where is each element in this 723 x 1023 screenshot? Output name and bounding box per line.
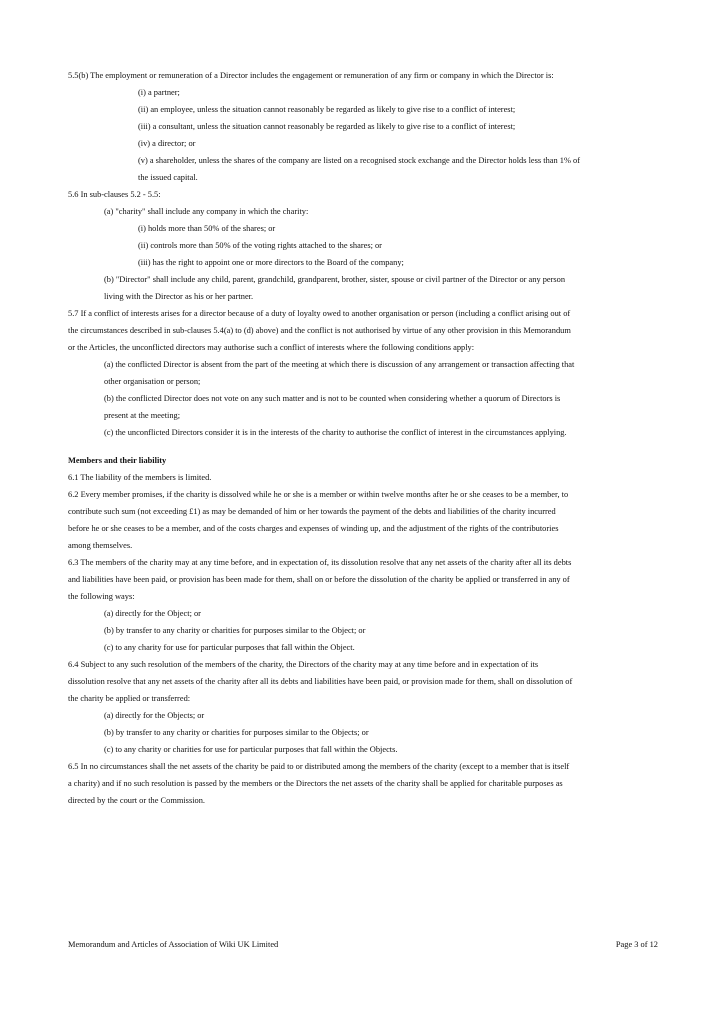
- clause-item: (b) "Director" shall include any child, parent, grandchild, grandparent, brother, sister, spouse or civil partner of the Director or any person: [104, 275, 566, 284]
- clause-item: present at the meeting;: [104, 411, 181, 420]
- clause-6-4: 6.4 Subject to any such resolution of the members of the charity, the Directors of the charity may at any time before and in expectation of its: [68, 660, 539, 669]
- clause-item: (a) directly for the Objects; or: [104, 711, 205, 720]
- section-heading: Members and their liability: [68, 456, 167, 465]
- clause-item: (a) "charity" shall include any company in which the charity:: [104, 207, 309, 216]
- clause-6-4: the charity be applied or transferred:: [68, 694, 191, 703]
- clause-item: (i) holds more than 50% of the shares; or: [138, 224, 276, 233]
- clause-5-7: or the Articles, the unconflicted directors may authorise such a conflict of interests where the following conditions apply:: [68, 343, 475, 352]
- clause-6-2: contribute such sum (not exceeding £1) as may be demanded of him or her towards the payment of the debts and liabilities of the charity incurred: [68, 507, 556, 516]
- clause-item: (v) a shareholder, unless the shares of the company are listed on a recognised stock exchange and the Director holds less than 1% of: [138, 156, 580, 165]
- page-footer: [68, 940, 658, 949]
- clause-5-5b: 5.5(b) The employment or remuneration of a Director includes the engagement or remuneration of any firm or company in which the Director is:: [68, 71, 554, 80]
- clause-item: (c) to any charity or charities for use for particular purposes that fall within the Objects.: [104, 745, 398, 754]
- clause-item: (c) the unconflicted Directors consider it is in the interests of the charity to authorise the conflict of interest in the circumstances applying.: [104, 428, 567, 437]
- clause-item: (iii) has the right to appoint one or more directors to the Board of the company;: [138, 258, 404, 267]
- clause-item: other organisation or person;: [104, 377, 201, 386]
- clause-item: (b) by transfer to any charity or charities for purposes similar to the Objects; or: [104, 728, 369, 737]
- clause-item: (b) the conflicted Director does not vote on any such matter and is not to be counted when considering whether a quorum of Directors is: [104, 394, 561, 403]
- clause-6-5: a charity) and if no such resolution is passed by the members or the Directors the net assets of the charity shall be applied for charitable purposes as: [68, 779, 563, 788]
- document-body: [68, 67, 658, 809]
- clause-item: (iii) a consultant, unless the situation cannot reasonably be regarded as likely to give rise to a conflict of interest;: [138, 122, 516, 131]
- clause-6-3: 6.3 The members of the charity may at any time before, and in expectation of, its dissolution resolve that any net assets of the charity after all its debts: [68, 558, 572, 567]
- clause-item: (a) the conflicted Director is absent from the part of the meeting at which there is discussion of any arrangement or transaction affecting that: [104, 360, 575, 369]
- clause-item: (ii) an employee, unless the situation cannot reasonably be regarded as likely to give rise to a conflict of interest;: [138, 105, 516, 114]
- clause-6-2: 6.2 Every member promises, if the charity is dissolved while he or she is a member or within twelve months after he or she ceases to be a member, to: [68, 490, 569, 499]
- clause-6-1: 6.1 The liability of the members is limited.: [68, 473, 212, 482]
- clause-5-7: 5.7 If a conflict of interests arises for a director because of a duty of loyalty owed to another organisation or person (including a conflict arising out of: [68, 309, 571, 318]
- clause-item: living with the Director as his or her partner.: [104, 292, 254, 301]
- clause-item: (b) by transfer to any charity or charities for purposes similar to the Object; or: [104, 626, 366, 635]
- clause-6-3: and liabilities have been paid, or provision has been made for them, shall on or before the dissolution of the charity be applied or transferred in any of: [68, 575, 570, 584]
- clause-5-6: 5.6 In sub-clauses 5.2 - 5.5:: [68, 190, 161, 199]
- clause-6-5: 6.5 In no circumstances shall the net assets of the charity be paid to or distributed among the members of the charity (except to a member that is itself: [68, 762, 570, 771]
- clause-6-3: the following ways:: [68, 592, 135, 601]
- clause-6-2: before he or she ceases to be a member, and of the costs charges and expenses of winding up, and the adjustment of the rights of the contributories: [68, 524, 559, 533]
- clause-6-4: dissolution resolve that any net assets of the charity after all its debts and liabilities have been paid, or provision made for them, shall on dissolution of: [68, 677, 573, 686]
- clause-item: (ii) controls more than 50% of the voting rights attached to the shares; or: [138, 241, 382, 250]
- clause-5-7: the circumstances described in sub-clauses 5.4(a) to (d) above) and the conflict is not authorised by virtue of any other provision in this Memorandum: [68, 326, 571, 335]
- clause-item: (a) directly for the Object; or: [104, 609, 201, 618]
- page-number: Page 3 of 12: [615, 940, 658, 949]
- clause-item: (i) a partner;: [138, 88, 180, 97]
- clause-6-5: directed by the court or the Commission.: [68, 796, 205, 805]
- clause-item: (c) to any charity for use for particular purposes that fall within the Object.: [104, 643, 355, 652]
- clause-item: the issued capital.: [138, 173, 198, 182]
- footer-document-title: Memorandum and Articles of Association of Wiki UK Limited: [68, 940, 279, 949]
- clause-6-2: among themselves.: [68, 541, 133, 550]
- clause-item: (iv) a director; or: [138, 139, 196, 148]
